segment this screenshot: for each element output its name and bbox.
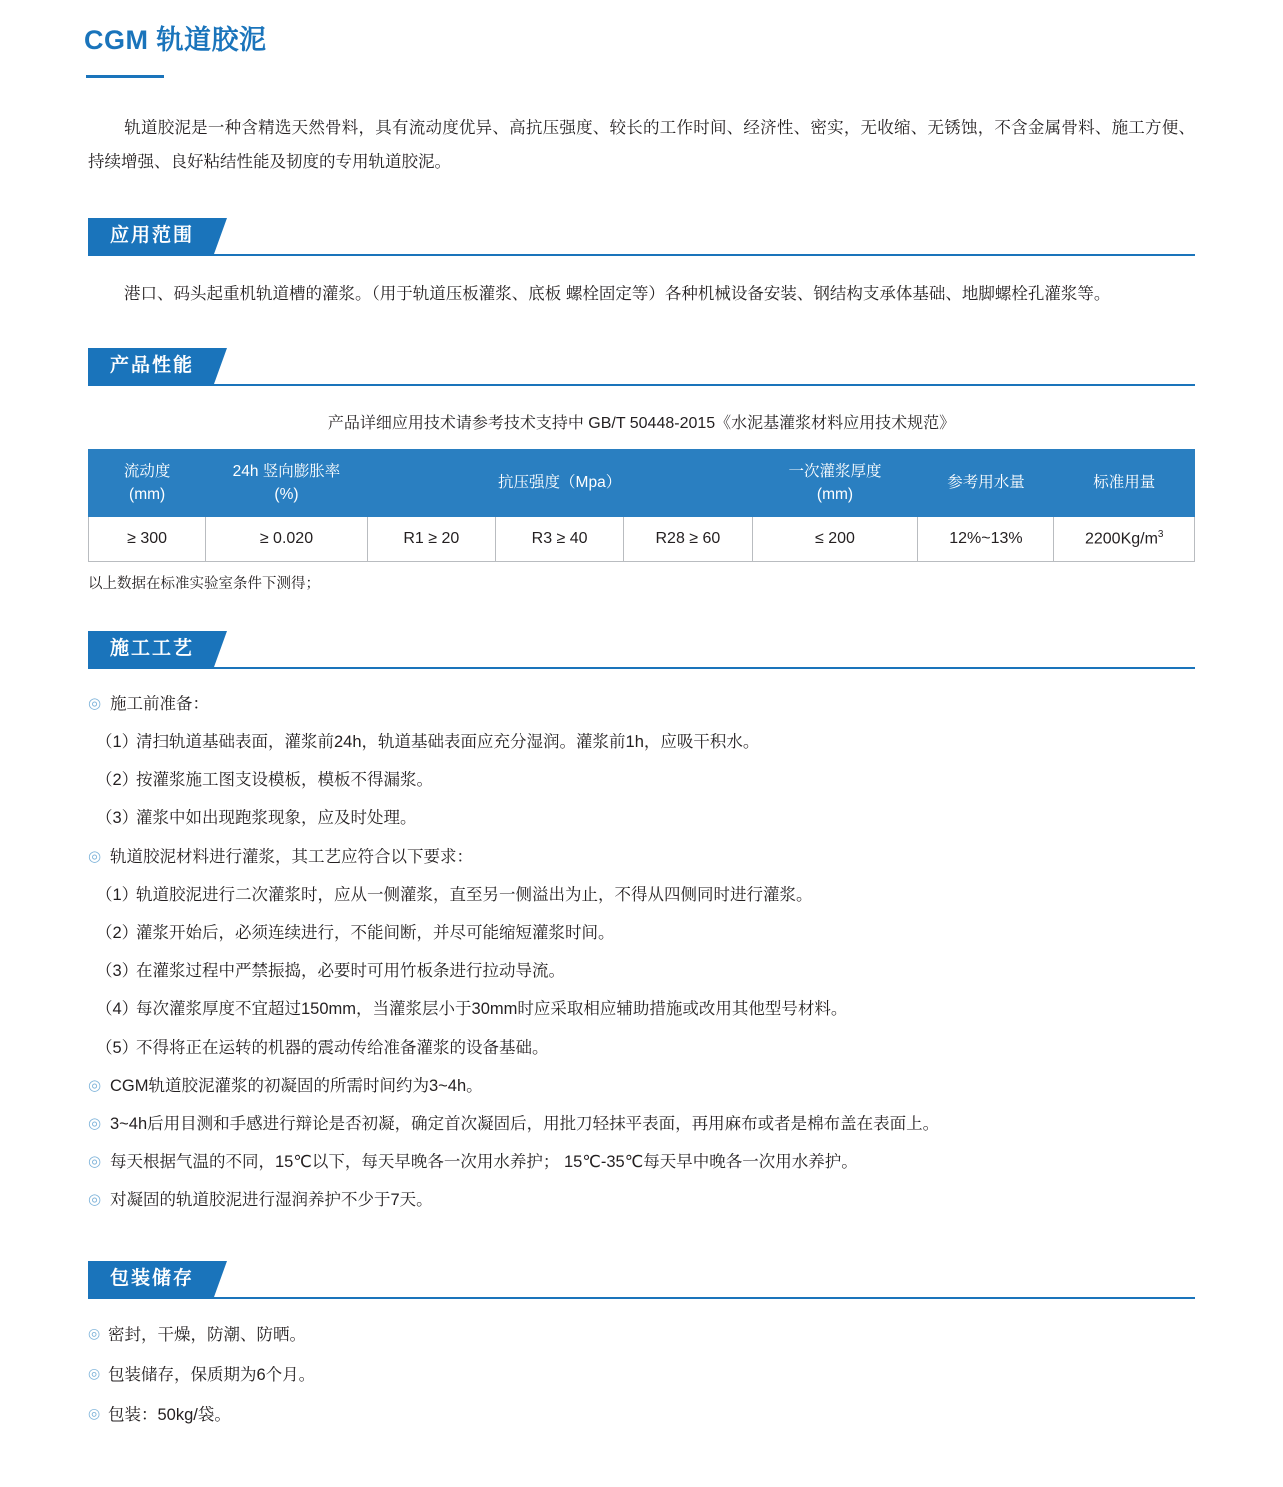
section-tag-performance: 产品性能 [88, 348, 214, 384]
th-dosage: 标准用量 [1054, 449, 1195, 517]
cell-water: 12%~13% [918, 517, 1054, 561]
table-row [89, 517, 1195, 561]
section-header-performance [88, 348, 1195, 386]
bullet-icon: ◎ [88, 1076, 102, 1094]
process-list [88, 691, 1195, 1215]
application-text: 港口、码头起重机轨道槽的灌浆。（用于轨道压板灌浆、底板 螺栓固定等）各种机械设备安装、钢结构支承体基础、地脚螺栓孔灌浆等。 [124, 284, 1111, 303]
cell-flow: ≥ 300 [89, 517, 206, 561]
process-numbered-item [88, 996, 1195, 1023]
process-item-number: （1） [96, 732, 139, 751]
process-item-text: 灌浆开始后，必须连续进行，不能间断，并尽可能缩短灌浆时间。 [136, 923, 615, 942]
table-footnote: 以上数据在标准实验室条件下测得； [88, 575, 320, 592]
section-header-application [88, 218, 1195, 256]
bottom-spacer [0, 1441, 1283, 1487]
th-strength: 抗压强度（Mpa） [367, 449, 752, 517]
process-item-text: 施工前准备： [110, 694, 209, 713]
process-numbered-item [88, 1035, 1195, 1062]
th-flow-line2: (mm) [129, 486, 166, 504]
process-item-text: CGM轨道胶泥灌浆的初凝固的所需时间约为3~4h。 [110, 1076, 483, 1095]
th-flow [89, 449, 206, 517]
section-header-process [88, 631, 1195, 669]
bullet-icon: ◎ [88, 1191, 102, 1209]
th-expansion-line2: (%) [274, 486, 299, 504]
process-bullet-item [88, 691, 1195, 718]
process-item-text: 灌浆中如出现跑浆现象，应及时处理。 [136, 809, 417, 828]
th-expansion [206, 449, 367, 517]
section-rule [88, 384, 1195, 386]
packaging-item-text: 包装储存，保质期为6个月。 [108, 1365, 316, 1384]
cell-thickness: ≤ 200 [752, 517, 918, 561]
section-rule [88, 667, 1195, 669]
process-item-number: （3） [96, 962, 139, 981]
packaging-list [88, 1321, 1195, 1429]
title-underline [86, 75, 164, 78]
process-item-text: 对凝固的轨道胶泥进行湿润养护不少于7天。 [110, 1191, 433, 1210]
packaging-item-text: 包装：50kg/袋。 [108, 1405, 231, 1424]
cell-r1: R1 ≥ 20 [367, 517, 495, 561]
application-text-block [88, 278, 1195, 310]
process-item-number: （2） [96, 771, 139, 790]
packaging-item [88, 1321, 1195, 1349]
bullet-icon: ◎ [88, 1404, 101, 1421]
cell-dosage [1054, 517, 1195, 561]
process-bullet-item [88, 1073, 1195, 1100]
process-item-text: 不得将正在运转的机器的震动传给准备灌浆的设备基础。 [136, 1038, 549, 1057]
th-flow-line1: 流动度 [123, 462, 171, 480]
cell-expansion: ≥ 0.020 [206, 517, 367, 561]
process-bullet-item [88, 844, 1195, 871]
bullet-icon: ◎ [88, 847, 102, 865]
bullet-icon: ◎ [88, 1324, 101, 1341]
process-numbered-item [88, 882, 1195, 909]
bullet-icon: ◎ [88, 1364, 101, 1381]
section-tag-process: 施工工艺 [88, 631, 214, 667]
process-item-number: （4） [96, 1000, 139, 1019]
intro-text: 轨道胶泥是一种含精选天然骨料，具有流动度优异、高抗压强度、较长的工作时间、经济性、密实，无收缩、无锈蚀，不含金属骨料、施工方便、持续增强、良好粘结性能及韧度的专用轨道胶泥。 [88, 119, 1195, 171]
cell-dosage-exponent: 3 [1157, 529, 1164, 541]
process-item-text: 每次灌浆厚度不宜超过150mm，当灌浆层小于30mm时应采取相应辅助措施或改用其他型号材料。 [136, 1000, 848, 1019]
process-bullet-item [88, 1187, 1195, 1214]
th-thickness-line1: 一次灌浆厚度 [788, 462, 882, 480]
process-item-text: 清扫轨道基础表面，灌浆前24h，轨道基础表面应充分湿润。灌浆前1h，应吸干积水。 [136, 732, 760, 751]
bullet-icon: ◎ [88, 1153, 102, 1171]
performance-table-wrapper [88, 449, 1195, 562]
process-item-number: （2） [96, 923, 139, 942]
page-title: CGM 轨道胶泥 [84, 25, 267, 55]
section-tag-application: 应用范围 [88, 218, 214, 254]
process-numbered-item [88, 805, 1195, 832]
performance-note: 产品详细应用技术请参考技术支持中 GB/T 50448-2015《水泥基灌浆材料应用技术规范》 [327, 414, 956, 432]
table-header-row [89, 449, 1195, 517]
cell-r28: R28 ≥ 60 [624, 517, 752, 561]
section-rule [88, 1297, 1195, 1299]
th-thickness-line2: (mm) [816, 486, 854, 504]
packaging-item-text: 密封，干燥，防潮、防晒。 [108, 1325, 306, 1344]
process-numbered-item [88, 729, 1195, 756]
cell-dosage-value: 2200Kg/m [1084, 530, 1158, 548]
th-water: 参考用水量 [918, 449, 1054, 517]
th-thickness [752, 449, 918, 517]
th-expansion-line1: 24h 竖向膨胀率 [232, 462, 341, 480]
process-item-number: （3） [96, 809, 139, 828]
bullet-icon: ◎ [88, 694, 102, 712]
process-item-text: 按灌浆施工图支设模板，模板不得漏浆。 [136, 771, 433, 790]
process-numbered-item [88, 767, 1195, 794]
process-item-number: （1） [96, 885, 139, 904]
process-item-text: 3~4h后用目测和手感进行辩论是否初凝，确定首次凝固后，用批刀轻抹平表面，再用麻布或者是棉布盖在表面上。 [110, 1115, 940, 1134]
process-numbered-item [88, 958, 1195, 985]
process-numbered-item [88, 920, 1195, 947]
process-item-number: （5） [96, 1038, 139, 1057]
packaging-item [88, 1401, 1195, 1429]
process-item-text: 在灌浆过程中严禁振捣，必要时可用竹板条进行拉动导流。 [136, 962, 565, 981]
process-item-text: 轨道胶泥进行二次灌浆时，应从一侧灌浆，直至另一侧溢出为止，不得从四侧同时进行灌浆。 [136, 885, 813, 904]
performance-table [88, 449, 1195, 562]
section-rule [88, 254, 1195, 256]
section-tag-packaging: 包装储存 [88, 1261, 214, 1297]
intro-paragraph [88, 112, 1195, 180]
process-item-text: 每天根据气温的不同，15℃以下，每天早晚各一次用水养护； 15℃-35℃每天早中晚各一次用水养护。 [110, 1153, 858, 1172]
cell-r3: R3 ≥ 40 [495, 517, 623, 561]
bullet-icon: ◎ [88, 1115, 102, 1133]
process-bullet-item [88, 1149, 1195, 1176]
packaging-item [88, 1361, 1195, 1389]
process-bullet-item [88, 1111, 1195, 1138]
process-item-text: 轨道胶泥材料进行灌浆，其工艺应符合以下要求： [110, 847, 473, 866]
